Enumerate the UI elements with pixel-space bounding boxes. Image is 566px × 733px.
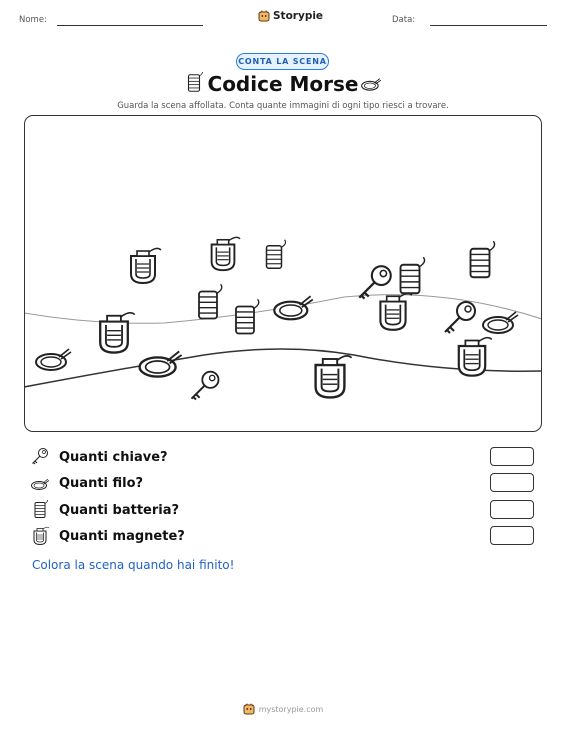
question-magnets	[30, 525, 536, 547]
magnet-icon	[30, 526, 50, 546]
date-field[interactable]	[430, 25, 547, 26]
brand-name: Storypie	[273, 10, 324, 22]
wire-icon	[359, 72, 383, 94]
coloring-instruction: Colora la scena quando hai finito!	[32, 558, 235, 572]
wire-icon	[30, 473, 50, 493]
battery-icon	[30, 500, 50, 520]
name-label: Nome:	[19, 15, 47, 25]
section-badge: CONTA LA SCENA	[236, 53, 329, 70]
brand-logo	[258, 10, 323, 22]
answer-box-keys[interactable]	[490, 447, 534, 466]
footer	[0, 703, 566, 715]
page-title: Codice Morse	[207, 72, 359, 96]
answer-box-batteries[interactable]	[490, 500, 534, 519]
answer-box-wires[interactable]	[490, 473, 534, 492]
question-keys	[30, 446, 536, 468]
name-field[interactable]	[57, 25, 203, 26]
question-label: Quanti batteria?	[59, 502, 180, 518]
question-label: Quanti filo?	[59, 475, 144, 491]
question-label: Quanti chiave?	[59, 449, 168, 465]
storypie-logo-icon	[243, 703, 255, 715]
question-label: Quanti magnete?	[59, 528, 185, 544]
page-subtitle: Guarda la scena affollata. Conta quante immagini di ogni tipo riesci a trovare.	[117, 101, 449, 111]
scene-batteries	[199, 239, 495, 333]
storypie-logo-icon	[258, 10, 270, 22]
answer-box-magnets[interactable]	[490, 526, 534, 545]
question-wires	[30, 472, 536, 494]
date-label: Data:	[392, 15, 416, 25]
scene-illustration	[24, 115, 542, 432]
question-batteries	[30, 499, 536, 521]
key-icon	[30, 447, 50, 467]
counting-scene	[24, 115, 542, 432]
footer-url[interactable]: mystorypie.com	[258, 704, 324, 714]
